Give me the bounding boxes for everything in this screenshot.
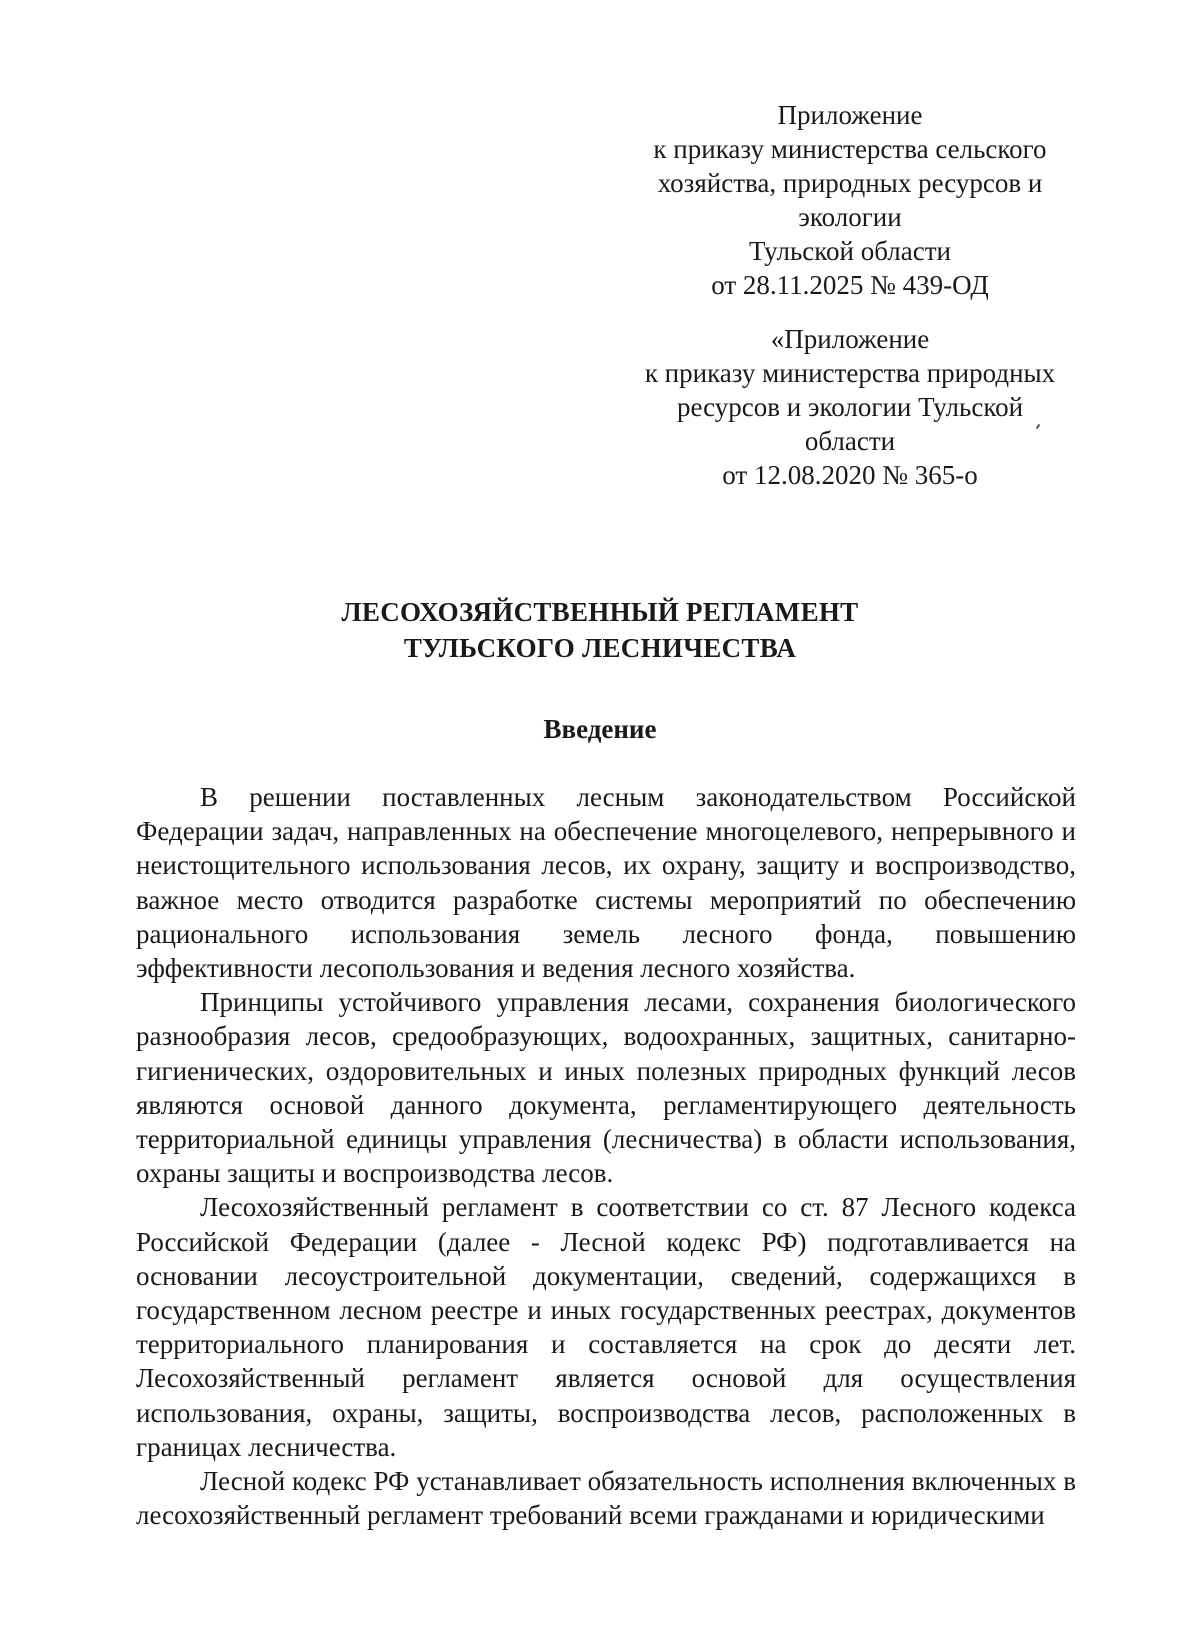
body-paragraph-4: Лесной кодекс РФ устанавливает обязательность исполнения включенных в лесохозяйственный регламент требований всеми гражданами и юридическими [136,1466,1076,1531]
approval-line: ресурсов и экологии Тульской [676,392,1024,422]
document-title-line-2: ТУЛЬСКОГО ЛЕСНИЧЕСТВА [403,633,797,663]
approval-line: экологии [798,202,902,232]
approval-line: к приказу министерства сельского [653,134,1047,164]
approval-line: области [804,426,896,456]
approval-line: Приложение [777,100,923,130]
document-title [0,594,1200,666]
document-body [136,780,1076,1532]
approval-line: «Приложение [770,324,930,354]
section-heading: Введение [543,714,657,744]
approval-block-original-order [614,322,1086,492]
document-title-line-1: ЛЕСОХОЗЯЙСТВЕННЫЙ РЕГЛАМЕНТ [341,597,859,627]
approval-line-date-number: от 12.08.2020 № 365-о [722,460,978,490]
body-paragraph-1: В решении поставленных лесным законодательством Российской Федерации задач, направленных на обеспечение многоцелевого, непрерывного и неистощительного использования лесов, их охрану, защиту и воспроизводство, важное место отводится разработке системы мероприятий по обеспечению рационального использования земель лесного фонда, повышению эффективности лесопользования и ведения лесного хозяйства. [136,782,1076,984]
body-paragraph-2: Принципы устойчивого управления лесами, сохранения биологического разнообразия лесов, средообразующих, водоохранных, защитных, санитарно-гигиенических, оздоровительных и иных полезных природных функций лесов являются основой данного документа, регламентирующего деятельность территориальной единицы управления (лесничества) в области использования, охраны защиты и воспроизводства лесов. [136,987,1076,1189]
approval-line: хозяйства, природных ресурсов и [657,168,1043,198]
body-paragraph-3: Лесохозяйственный регламент в соответствии со ст. 87 Лесного кодекса Российской Федерации (далее - Лесной кодекс РФ) подготавливается на основании лесоустроительной документации, сведений, содержащихся в государственном лесном реестре и иных государственных реестрах, документов территориального планирования и составляется на срок до десяти лет. Лесохозяйственный регламент является основой для осуществления использования, охраны, защиты, воспроизводства лесов, расположенных в границах лесничества. [136,1192,1076,1462]
approval-block-current-order [620,98,1080,302]
approval-line: к приказу министерства природных [644,358,1056,388]
approval-line: Тульской области [749,236,951,266]
approval-line-date-number: от 28.11.2025 № 439-ОД [711,270,989,300]
